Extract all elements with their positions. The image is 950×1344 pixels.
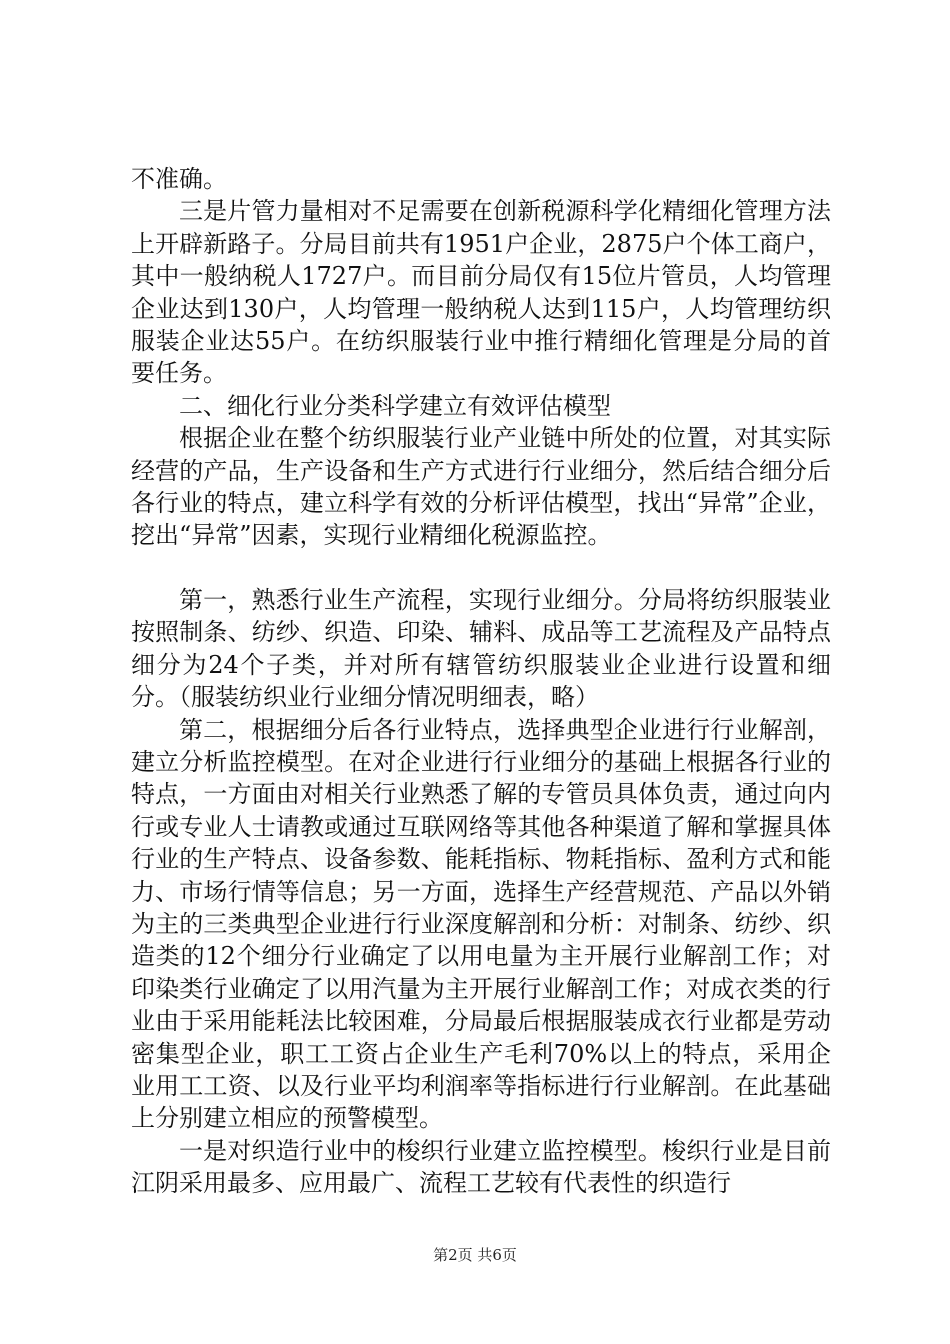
section-heading-2: 二、细化行业分类科学建立有效评估模型: [179, 391, 611, 420]
paragraph-industry-segmentation-intro: 根据企业在整个纺织服装行业产业链中所处的位置，对其实际经营的产品，生产设备和生产方式进行行业细分，然后结合细分后各行业的特点，建立科学有效的分析评估模型，找出“异常”企业，挖出“异常”因素，实现行业精细化税源监控。: [131, 424, 831, 550]
page-footer: 第2页 共6页: [433, 1246, 517, 1264]
paragraph-weaving-model: 一是对织造行业中的梭织行业建立监控模型。梭织行业是目前江阴采用最多、应用最广、流程工艺较有代表性的织造行: [131, 1136, 831, 1198]
paragraph-staffing-shortage: 三是片管力量相对不足需要在创新税源科学化精细化管理方法上开辟新路子。分局目前共有1951户企业，2875户个体工商户，其中一般纳税人1727户。而目前分局仅有15位片管员，人均管理企业达到130户，人均管理一般纳税人达到115户，人均管理纺织服装企业达55户。在纺织服装行业中推行精细化管理是分局的首要任务。: [131, 197, 831, 388]
blank-line: [131, 552, 831, 584]
document-body: [131, 163, 831, 1200]
paragraph-second-step: 第二，根据细分后各行业特点，选择典型企业进行行业解剖，建立分析监控模型。在对企业进行行业细分的基础上根据各行业的特点，一方面由对相关行业熟悉了解的专管员具体负责，通过向内行或专业人士请教或通过互联网络等其他各种渠道了解和掌握具体行业的生产特点、设备参数、能耗指标、物耗指标、盈利方式和能力、市场行情等信息；另一方面，选择生产经营规范、产品以外销为主的三类典型企业进行行业深度解剖和分析：对制条、纺纱、织造类的12个细分行业确定了以用电量为主开展行业解剖工作；对印染类行业确定了以用汽量为主开展行业解剖工作；对成衣类的行业由于采用能耗法比较困难，分局最后根据服装成衣行业都是劳动密集型企业，职工工资占企业生产毛利70%以上的特点，采用企业用工工资、以及行业平均利润率等指标进行行业解剖。在此基础上分别建立相应的预警模型。: [131, 715, 831, 1133]
paragraph-first-step: 第一，熟悉行业生产流程，实现行业细分。分局将纺织服装业按照制条、纺纱、织造、印染、辅料、成品等工艺流程及产品特点细分为24个子类，并对所有辖管纺织服装业企业进行设置和细分。（服装纺织业行业细分情况明细表，略）: [131, 585, 831, 712]
paragraph-continuation: 不准确。: [131, 165, 227, 193]
